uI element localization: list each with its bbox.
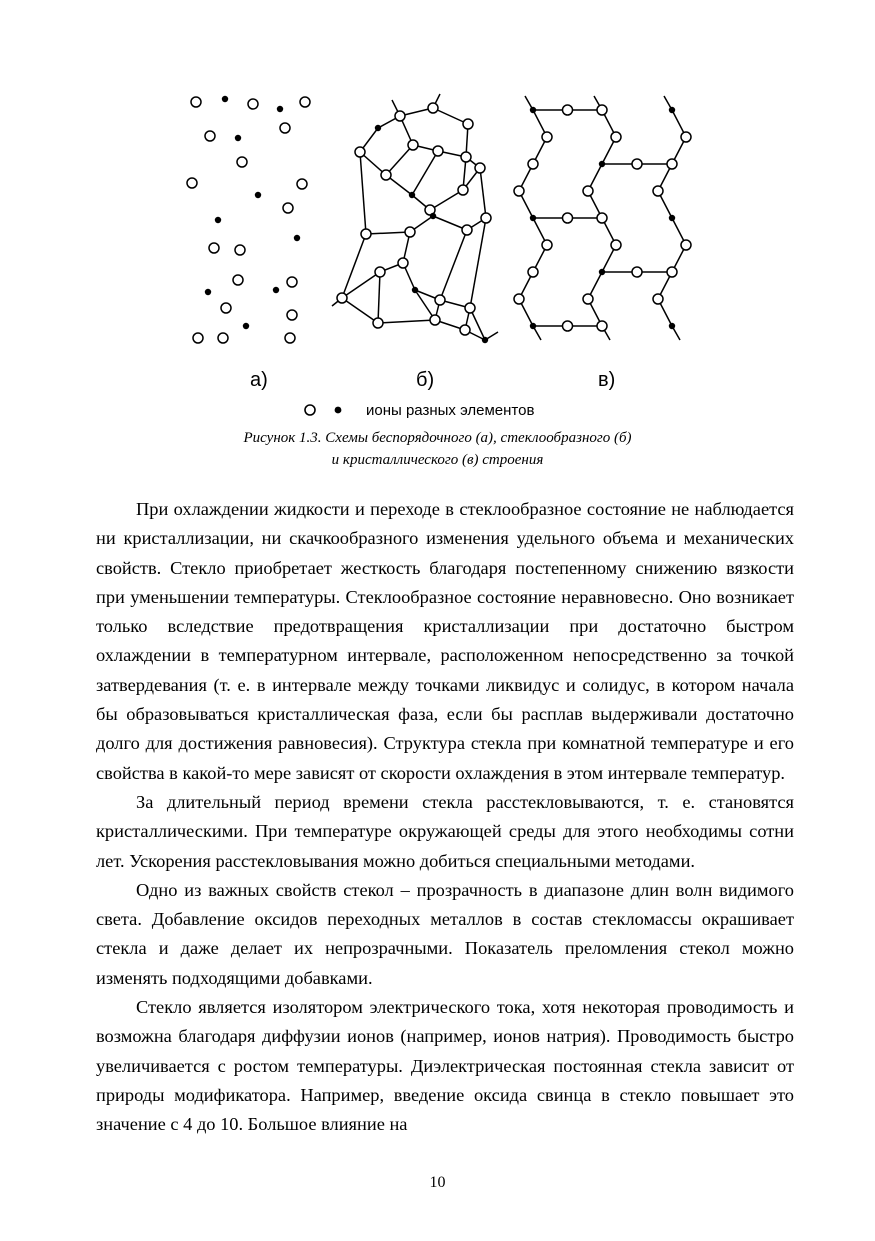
filled-ion — [530, 323, 536, 329]
open-ion — [435, 295, 445, 305]
filled-ion — [430, 213, 436, 219]
open-ion — [237, 157, 247, 167]
filled-ion — [235, 135, 241, 141]
open-ion — [187, 178, 197, 188]
paragraph-3: Одно из важных свойств стекол – прозрачность в диапазоне длин волн видимого света. Добавление оксидов переходных металлов в состав стекломассы окрашивает стекла и даже делает их непрозрачными. Показатель преломления стекол можно изменять подходящими добавками. — [96, 879, 794, 988]
open-ion — [528, 159, 538, 169]
open-ion — [373, 318, 383, 328]
open-ion — [475, 163, 485, 173]
open-ion — [285, 333, 295, 343]
filled-ion — [669, 323, 675, 329]
open-ion — [433, 146, 443, 156]
bond-line — [433, 108, 468, 124]
open-ion — [528, 267, 538, 277]
filled-ion — [669, 215, 675, 221]
open-ion — [681, 240, 691, 250]
panel-label-c: в) — [598, 369, 616, 391]
open-ion — [381, 170, 391, 180]
open-ion — [283, 203, 293, 213]
filled-ion — [599, 161, 605, 167]
open-ion — [597, 321, 607, 331]
open-ion — [205, 131, 215, 141]
bond-line — [430, 190, 463, 210]
figure-caption — [100, 427, 775, 471]
bond-line — [342, 298, 378, 323]
open-ion — [463, 119, 473, 129]
open-ion — [191, 97, 201, 107]
filled-ion — [255, 192, 261, 198]
bond-line — [378, 272, 380, 323]
panel-label-a: а) — [250, 369, 268, 391]
open-ion — [430, 315, 440, 325]
filled-ion — [277, 106, 283, 112]
open-ion — [458, 185, 468, 195]
bond-line — [378, 320, 435, 323]
filled-ion — [409, 192, 415, 198]
panel-c-crystalline — [514, 96, 691, 340]
bond-line — [342, 234, 366, 298]
open-ion — [375, 267, 385, 277]
open-ion — [405, 227, 415, 237]
open-ion — [542, 132, 552, 142]
open-ion — [583, 294, 593, 304]
filled-ion — [669, 107, 675, 113]
open-ion — [465, 303, 475, 313]
open-ion — [280, 123, 290, 133]
filled-ion — [375, 125, 381, 131]
filled-ion — [215, 217, 221, 223]
open-ion — [361, 229, 371, 239]
open-ion — [514, 186, 524, 196]
open-ion — [597, 105, 607, 115]
open-ion — [287, 310, 297, 320]
open-ion — [235, 245, 245, 255]
open-ion — [395, 111, 405, 121]
filled-ion — [222, 96, 228, 102]
page-number: 10 — [429, 1174, 446, 1191]
caption-line-1: Рисунок 1.3. Схемы беспорядочного (а), стеклообразного (б) — [243, 430, 632, 446]
open-ion — [209, 243, 219, 253]
legend-open-ion-icon — [305, 405, 315, 415]
paragraph-1: При охлаждении жидкости и переходе в стеклообразное состояние не наблюдается ни кристаллизации, ни скачкообразного изменения удельного объема и механических свойств. Стекло приобретает жесткость благодаря постепенному снижению вязкости при уменьшении температуры. Стеклообразное состояние неравновесно. Оно возникает только вследствие предотвращения кристаллизации при достаточно быстром охлаждении в температурном интервале, расположенном непосредственно за точкой затвердевания (т. е. в интервале между точками ликвидус и солидус, в котором начала бы образовываться кристаллическая фаза, если бы расплав выдерживали достаточно долго для достижения равновесия). Структура стекла при комнатной температуре и его свойства в какой-то мере зависят от скорости охлаждения в этом интервале температур. — [96, 499, 794, 783]
open-ion — [248, 99, 258, 109]
paragraph-2: За длительный период времени стекла расстекловываются, т. е. становятся кристаллическими. При температуре окружающей среды для этого необходимы сотни лет. Ускорения расстекловывания можно добиться специальными методами. — [96, 791, 794, 871]
bond-line — [360, 152, 366, 234]
open-ion — [221, 303, 231, 313]
open-ion — [461, 152, 471, 162]
open-ion — [287, 277, 297, 287]
legend-filled-ion-icon — [335, 407, 342, 414]
open-ion — [462, 225, 472, 235]
open-ion — [653, 186, 663, 196]
open-ion — [632, 267, 642, 277]
open-ion — [408, 140, 418, 150]
open-ion — [300, 97, 310, 107]
filled-ion — [530, 215, 536, 221]
structure-figure — [170, 80, 710, 420]
legend-text: ионы разных элементов — [366, 402, 535, 419]
filled-ion — [412, 287, 418, 293]
open-ion — [337, 293, 347, 303]
filled-ion — [273, 287, 279, 293]
open-ion — [481, 213, 491, 223]
caption-line-2: и кристаллического (в) строения — [331, 452, 544, 468]
open-ion — [428, 103, 438, 113]
open-ion — [297, 179, 307, 189]
open-ion — [611, 240, 621, 250]
open-ion — [563, 213, 573, 223]
bond-line — [342, 272, 380, 298]
open-ion — [681, 132, 691, 142]
filled-ion — [294, 235, 300, 241]
open-ion — [398, 258, 408, 268]
open-ion — [563, 105, 573, 115]
filled-ion — [205, 289, 211, 295]
open-ion — [611, 132, 621, 142]
open-ion — [460, 325, 470, 335]
paragraph-4: Стекло является изолятором электрического тока, хотя некоторая проводимость и возможна благодаря диффузии ионов (например, ионов натрия). Проводимость быстро увеличивается с ростом температуры. Диэлектрическая постоянная стекла зависит от природы модификатора. Например, введение оксида свинца в стекло повышает это значение с 4 до 10. Большое влияние на — [96, 997, 794, 1135]
open-ion — [563, 321, 573, 331]
open-ion — [667, 267, 677, 277]
open-ion — [583, 186, 593, 196]
open-ion — [233, 275, 243, 285]
open-ion — [653, 294, 663, 304]
filled-ion — [482, 337, 488, 343]
open-ion — [514, 294, 524, 304]
open-ion — [597, 213, 607, 223]
open-ion — [355, 147, 365, 157]
panel-a-disordered — [187, 96, 310, 343]
bond-line — [366, 232, 410, 234]
open-ion — [218, 333, 228, 343]
panel-label-b: б) — [416, 369, 435, 391]
panel-b-glassy — [332, 94, 498, 343]
bond-line — [412, 151, 438, 195]
filled-ion — [243, 323, 249, 329]
filled-ion — [530, 107, 536, 113]
body-text — [96, 495, 794, 1140]
open-ion — [542, 240, 552, 250]
open-ion — [667, 159, 677, 169]
bond-line — [480, 168, 486, 218]
filled-ion — [599, 269, 605, 275]
structure-diagram — [170, 80, 710, 420]
open-ion — [632, 159, 642, 169]
bond-line — [440, 230, 467, 300]
open-ion — [193, 333, 203, 343]
bond-line — [386, 145, 413, 175]
